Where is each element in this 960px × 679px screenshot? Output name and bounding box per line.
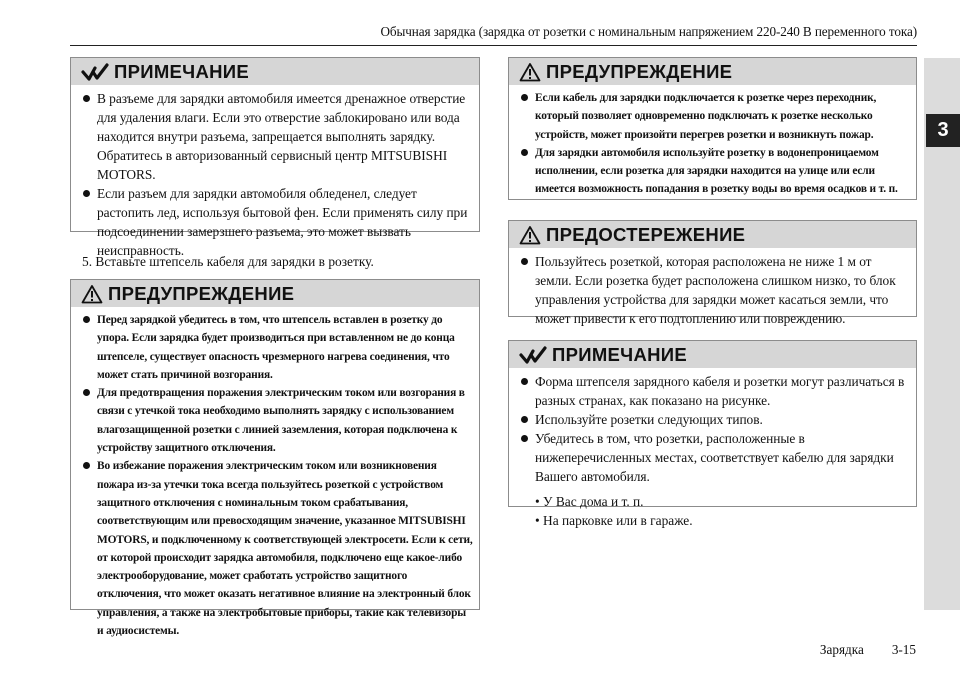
caution-triangle-icon <box>519 225 541 245</box>
warning-title <box>71 280 479 307</box>
list-item: Убедитесь в том, что розетки, расположенные в нижеперечисленных местах, соответствует кабелю для зарядки Вашего автомобиля. <box>519 429 910 486</box>
note-title-text: ПРИМЕЧАНИЕ <box>552 343 688 365</box>
chapter-tab[interactable]: 3 <box>926 114 960 147</box>
list-item: Перед зарядкой убедитесь в том, что штепсель вставлен в розетку до упора. Если зарядка будет производиться при вставленном не до конца штепселе, существует опасность чрезмерного нагрева соединения, что может стать причиной возгорания. <box>81 311 473 384</box>
note-list <box>71 85 479 266</box>
list-item: Используйте розетки следующих типов. <box>519 410 910 429</box>
warning-box-left <box>70 279 480 638</box>
page-header: Обычная зарядка (зарядка от розетки с номинальным напряжением 220-240 В переменного тока) <box>380 24 917 39</box>
note-list <box>509 368 916 492</box>
caution-box <box>508 220 917 326</box>
sub-item: • У Вас дома и т. п. <box>535 494 644 509</box>
warning-list <box>71 307 479 646</box>
caution-list <box>509 248 916 334</box>
list-item: В разъеме для зарядки автомобиля имеется дренажное отверстие для удаления влаги. Если это отверстие заблокировано или вода находится внутри разъема, запрещается выполнять зарядку. Обратитесь в авторизованный сервисный центр MITSUBISHI MOTORS. <box>81 89 473 184</box>
sub-item: • На парковке или в гараже. <box>535 513 693 528</box>
list-item: Для предотвращения поражения электрическим током или возгорания в связи с утечкой тока необходимо выполнять зарядку с использованием влагозащищенной розетки с линией заземления, которая подключена к устройству защитного отключения. <box>81 384 473 457</box>
checkmark-note-icon <box>519 345 547 365</box>
warning-list <box>509 85 916 205</box>
warning-title <box>509 58 916 85</box>
footer-section: Зарядка <box>819 642 864 657</box>
warning-box-right <box>508 57 917 200</box>
warning-triangle-icon <box>519 62 541 82</box>
list-item: Если кабель для зарядки подключается к розетке через переходник, который позволяет одновременно подключать к розетке несколько устройств, может произойти перегрев розетки и возникнуть пожар. <box>519 89 910 144</box>
note-title <box>71 58 479 85</box>
page-number: 3-15 <box>891 642 916 657</box>
note-box-right <box>508 340 917 528</box>
note-box-left <box>70 57 480 258</box>
note-title <box>509 341 916 368</box>
warning-title-text: ПРЕДУПРЕЖДЕНИЕ <box>108 282 295 304</box>
checkmark-note-icon <box>81 62 109 82</box>
warning-title-text: ПРЕДУПРЕЖДЕНИЕ <box>546 60 733 82</box>
list-item: Если разъем для зарядки автомобиля обледенел, следует растопить лед, используя бытовой фен. Если применять силу при подсоединении замерзшего разъема, это может вызвать неисправность. <box>81 184 473 260</box>
caution-title <box>509 221 916 248</box>
warning-triangle-icon <box>81 284 103 304</box>
page-footer <box>792 642 916 658</box>
caution-title-text: ПРЕДОСТЕРЕЖЕНИЕ <box>546 223 746 245</box>
list-item: Во избежание поражения электрическим током или возникновения пожара из-за утечки тока всегда пользуйтесь розеткой с устройством защитного отключения с номинальным током срабатывания, соответствующим или превосходящим значение, указанное MITSUBISHI MOTORS, и подключенному к соответствующей электросети. Если к сети, от которой происходит зарядка автомобиля, подключено еще какое-либо электрооборудование, может сработать устройство защитного отключения, что может оказать негативное влияние на электронный блок управления, а также на электробытовые приборы, такие как телевизоры и аудиосистемы. <box>81 457 473 640</box>
step-instruction: 5. Вставьте штепсель кабеля для зарядки в розетку. <box>82 254 374 269</box>
header-divider <box>70 45 917 46</box>
note-title-text: ПРИМЕЧАНИЕ <box>114 60 250 82</box>
list-item: Форма штепселя зарядного кабеля и розетки могут различаться в разных странах, как показано на рисунке. <box>519 372 910 410</box>
list-item: Для зарядки автомобиля используйте розетку в водонепроницаемом исполнении, если розетка для зарядки находится на улице или если имеется возможность попадания в розетку воды во время осадков и т. п. <box>519 144 910 199</box>
list-item: Пользуйтесь розеткой, которая расположена не ниже 1 м от земли. Если розетка будет расположена слишком низко, то блок управления устройства для зарядки может касаться земли, что может привести к его подтоплению или повреждению. <box>519 252 910 328</box>
